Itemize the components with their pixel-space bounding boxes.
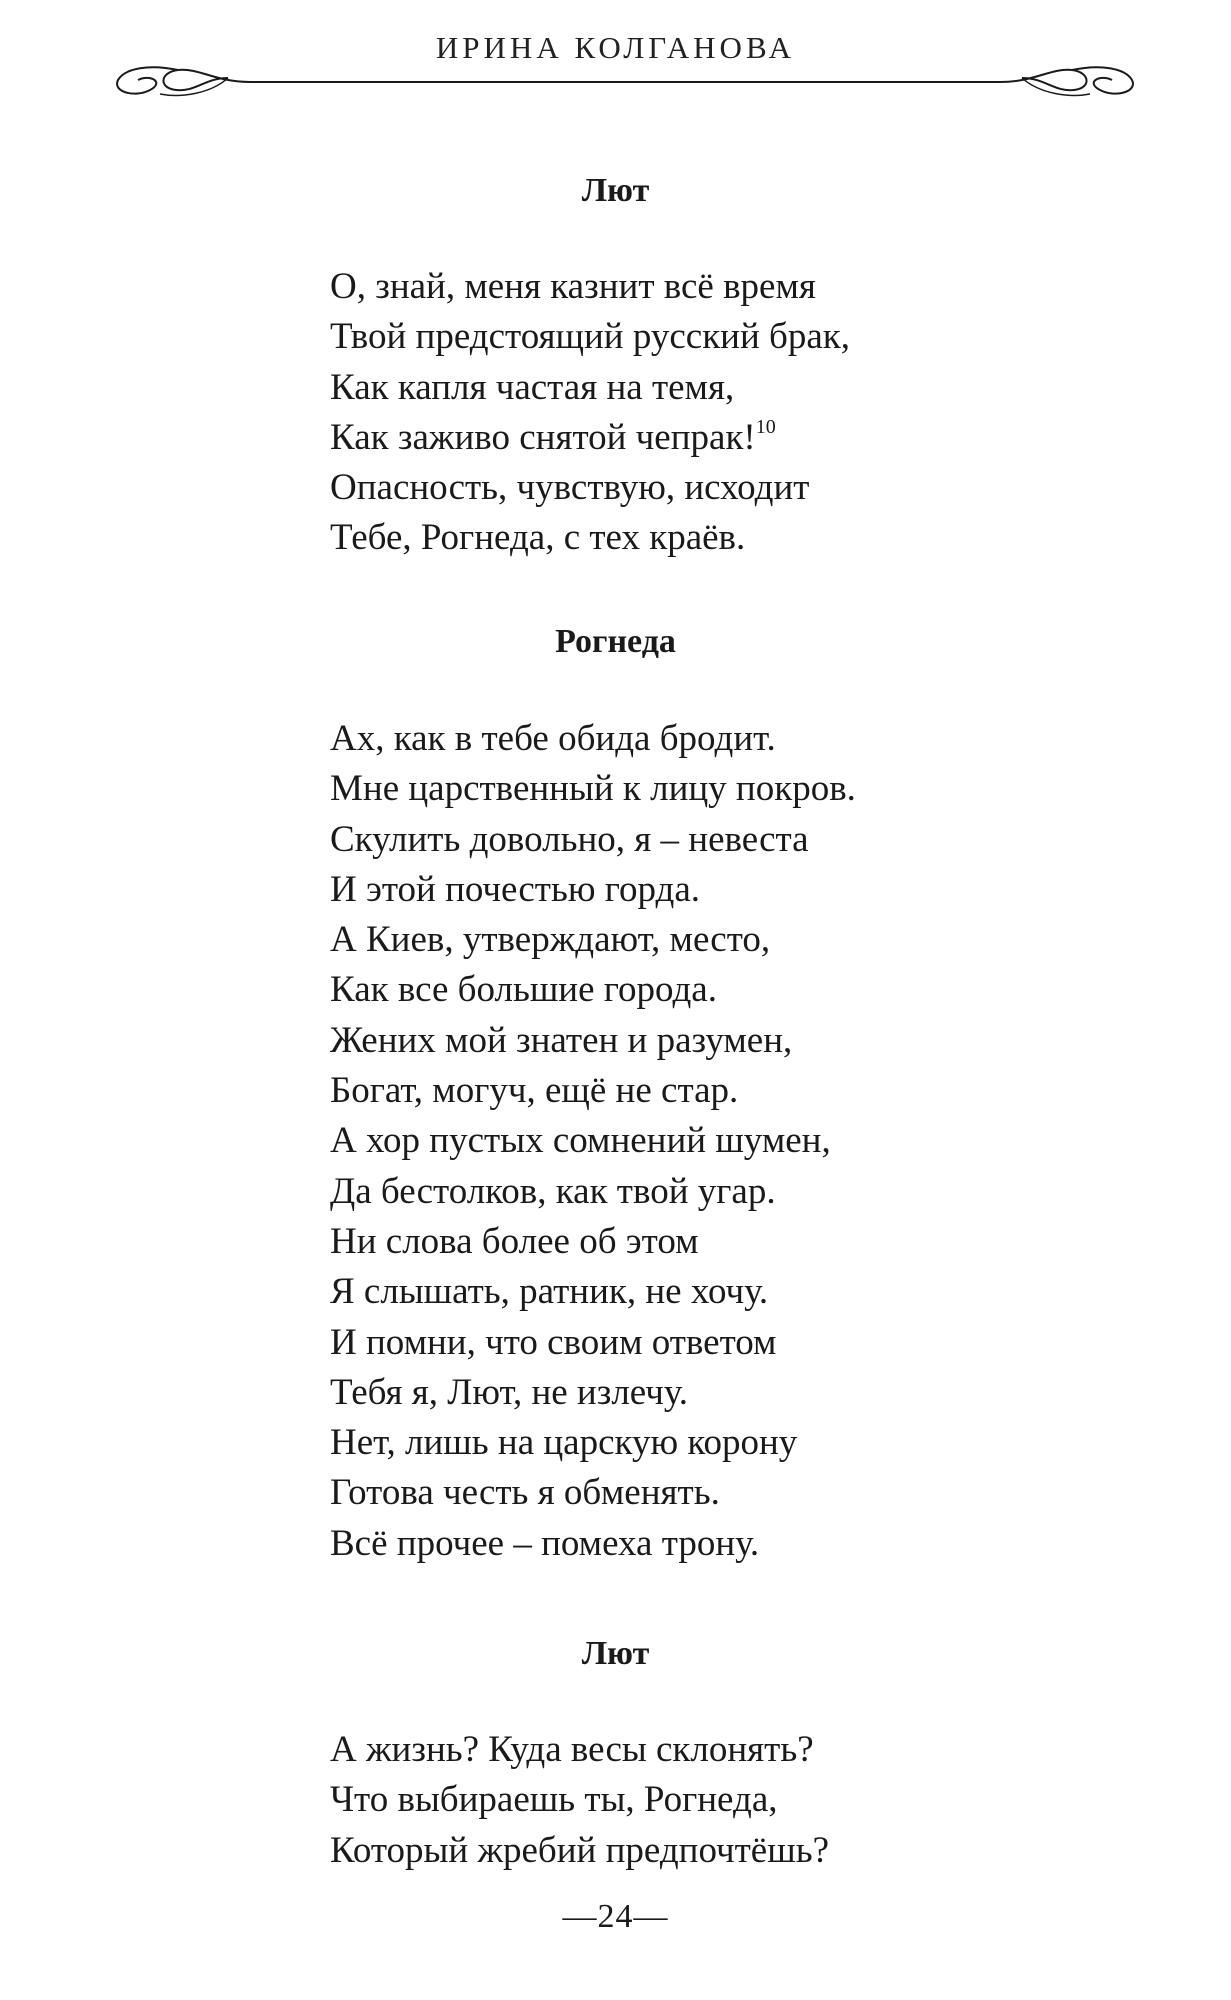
verse-line: И помни, что своим ответом <box>330 1321 777 1363</box>
footnote-marker: 10 <box>755 415 776 438</box>
speaker-heading: Лют <box>581 1635 650 1672</box>
verse-line: А Киев, утверждают, место, <box>330 919 771 961</box>
speaker-heading: Лют <box>581 172 650 209</box>
verse-line: Богат, могуч, ещё не стар. <box>330 1070 739 1112</box>
verse-line: Ах, как в тебе обида бродит. <box>330 718 776 759</box>
verse-line: Жених мой знатен и разумен, <box>330 1019 793 1061</box>
verse-line: Как все большие города. <box>330 969 717 1011</box>
verse-line: Нет, лишь на царскую корону <box>330 1422 798 1464</box>
verse-line: Я слышать, ратник, не хочу. <box>330 1271 769 1313</box>
verse-line: Ни слова более об этом <box>330 1220 699 1262</box>
verse-line: Твой предстоящий русский брак, <box>330 316 851 358</box>
stanza <box>330 1725 829 1876</box>
verse-line: Тебе, Рогнеда, с тех краёв. <box>330 517 746 559</box>
verse-line: Готова честь я обменять. <box>330 1472 720 1514</box>
verse-line: И этой почестью горда. <box>330 868 700 910</box>
verse-line <box>330 413 850 463</box>
verse-line: Скулить довольно, я – невеста <box>330 818 809 860</box>
speaker-heading: Рогнеда <box>555 623 676 660</box>
verse-line: Мне царственный к лицу покров. <box>330 768 856 810</box>
verse-line: А жизнь? Куда весы склонять? <box>330 1729 814 1770</box>
verse-line: Всё прочее – помеха трону. <box>330 1522 760 1564</box>
header-ornament-icon <box>0 54 1231 114</box>
verse-line: Опасность, чувствую, исходит <box>330 467 810 509</box>
verse-line: О, знай, меня казнит всё время <box>330 266 816 307</box>
verse-line: А хор пустых сомнений шумен, <box>330 1120 831 1162</box>
verse-line: Который жребий предпочтёшь? <box>330 1829 829 1871</box>
verse-line: Как капля частая на темя, <box>330 366 735 408</box>
verse-line-text: Как заживо снятой чепрак! <box>330 416 756 458</box>
running-head: ИРИНА КОЛГАНОВА <box>435 30 796 65</box>
page-number: —24— <box>562 1898 669 1935</box>
verse-line: Тебя я, Лют, не излечу. <box>330 1371 688 1413</box>
verse-line: Что выбираешь ты, Рогнеда, <box>330 1779 778 1821</box>
stanza <box>330 714 856 1569</box>
verse-line: Да бестолков, как твой угар. <box>330 1170 776 1212</box>
stanza <box>330 262 850 564</box>
